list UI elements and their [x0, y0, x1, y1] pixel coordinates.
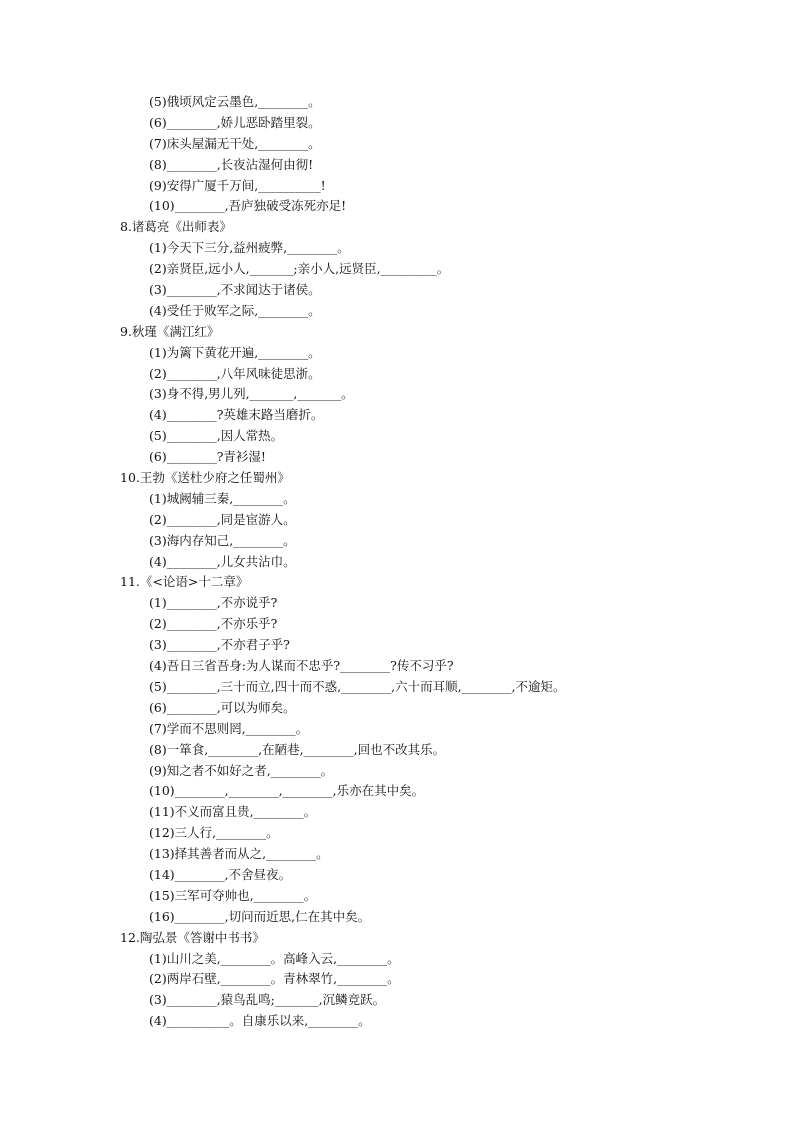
fill-blank-item: (8)一箪食,________,在陋巷,________,回也不改其乐。: [149, 741, 446, 757]
fill-blank-item: (14)________,不舍昼夜。: [149, 866, 292, 882]
section-heading: 10.王勃《送杜少府之任蜀州》: [120, 470, 290, 486]
fill-blank-item: (4)受任于败军之际,________。: [149, 302, 321, 318]
fill-blank-item: (1)山川之美,________。高峰入云,________。: [149, 950, 400, 966]
fill-blank-item: (15)三军可夺帅也,________。: [149, 887, 317, 903]
fill-blank-item: (5)________,因人常热。: [149, 428, 284, 444]
fill-blank-item: (1)今天下三分,益州疲弊,________。: [149, 240, 350, 256]
fill-blank-item: (16)________,切问而近思,仁在其中矣。: [149, 908, 371, 924]
fill-blank-item: (1)为篱下黄花开遍,________。: [149, 344, 321, 360]
fill-blank-item: (5)________,三十而立,四十而不惑,________,六十而耳顺,________,不逾矩。: [149, 678, 566, 694]
fill-blank-item: (6)________?青衫湿!: [149, 449, 266, 465]
fill-blank-item: (8)________,长夜沾湿何由彻!: [149, 156, 314, 172]
fill-blank-item: (6)________,可以为师矣。: [149, 699, 296, 715]
exercise-list: [120, 92, 720, 1032]
fill-blank-item: (12)三人行,________。: [149, 825, 279, 841]
fill-blank-item: (1)城阙辅三秦,________。: [149, 490, 296, 506]
fill-blank-item: (2)________,同是宦游人。: [149, 511, 296, 527]
fill-blank-item: (7)学而不思则罔,________。: [149, 720, 309, 736]
section-heading: 8.诸葛亮《出师表》: [120, 219, 232, 235]
fill-blank-item: (1)________,不亦说乎?: [149, 595, 278, 611]
fill-blank-item: (2)________,不亦乐乎?: [149, 616, 278, 632]
fill-blank-item: (4)__________。自康乐以来,________。: [149, 1013, 371, 1029]
fill-blank-item: (5)俄顷风定云墨色,________。: [149, 94, 321, 109]
fill-blank-item: (13)择其善者而从之,________。: [149, 846, 329, 862]
fill-blank-item: (7)床头屋漏无干处,________。: [149, 135, 321, 151]
fill-blank-item: (3)________,猿鸟乱鸣;_______,沉鳞竞跃。: [149, 992, 386, 1008]
section-heading: 9.秋瑾《满江红》: [120, 323, 220, 339]
fill-blank-item: (3)________,不亦君子乎?: [149, 637, 290, 653]
fill-blank-item: (11)不义而富且贵,________。: [149, 804, 317, 820]
fill-blank-item: (9)安得广厦千万间,__________!: [149, 177, 326, 193]
fill-blank-item: (2)________,八年风味徒思浙。: [149, 365, 321, 381]
fill-blank-item: (2)亲贤臣,远小人,_______;亲小人,远贤臣,_________。: [149, 261, 450, 277]
fill-blank-item: (4)吾日三省吾身:为人谋而不忠乎?________?传不习乎?: [149, 658, 454, 674]
fill-blank-item: (6)________,娇儿恶卧踏里裂。: [149, 114, 321, 130]
fill-blank-item: (3)________,不求闻达于诸侯。: [149, 282, 321, 298]
fill-blank-item: (9)知之者不如好之者,________。: [149, 762, 334, 778]
fill-blank-item: (4)________,儿女共沾巾。: [149, 553, 296, 569]
fill-blank-item: (2)两岸石壁,________。青林翠竹,________。: [149, 971, 400, 987]
section-heading: 11.《<论语>十二章》: [120, 574, 249, 590]
fill-blank-item: (10)________,________,________,乐亦在其中矣。: [149, 783, 425, 799]
fill-blank-item: (3)身不得,男儿列,_______,_______。: [149, 386, 354, 402]
fill-blank-item: (4)________?英雄末路当磨折。: [149, 407, 324, 423]
section-heading: 12.陶弘景《答谢中书书》: [120, 929, 265, 945]
fill-blank-item: (3)海内存知己,________。: [149, 532, 296, 548]
fill-blank-item: (10)________,吾庐独破受冻死亦足!: [149, 198, 347, 214]
